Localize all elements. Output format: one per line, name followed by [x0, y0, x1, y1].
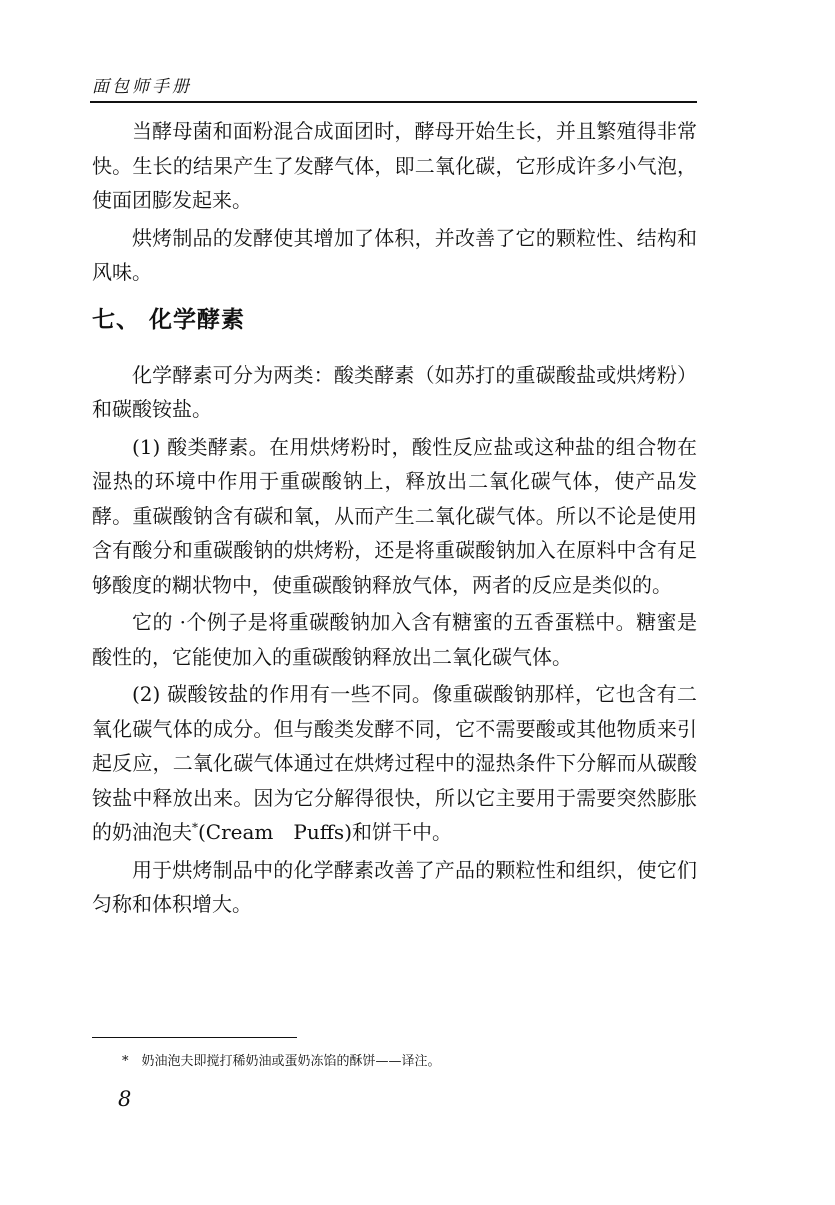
footnote-rule — [92, 1037, 297, 1038]
paragraph-ammonium-carbonate — [92, 677, 697, 850]
paragraph-ammonium-text-end: (Cream Puffs)和饼干中。 — [198, 820, 453, 844]
paragraph-chemical-leaveners: 化学酵素可分为两类：酸类酵素（如苏打的重碳酸盐或烘烤粉）和碳酸铵盐。 — [92, 362, 697, 421]
header-rule — [90, 101, 697, 103]
paragraph-acid-leaveners: (1) 酸类酵素。在用烘烤粉时，酸性反应盐或这种盐的组合物在湿热的环境中作用于重碳酸钠上，释放出二氧化碳气体，使产品发酵。重碳酸钠含有碳和氧，从而产生二氧化碳气体。所以不论是使用含有酸分和重碳酸钠的烘烤粉，还是将重碳酸钠加入在原料中含有足够酸度的糊状物中，使重碳酸钠释放气体，两者的反应是类似的。 — [92, 434, 697, 597]
running-head-title: 面包师手册 — [92, 77, 192, 97]
footnote: * 奶油泡夫即搅打稀奶油或蛋奶冻馅的酥饼——译注。 — [122, 1054, 441, 1069]
paragraph-conclusion: 用于烘烤制品中的化学酵素改善了产品的颗粒性和组织，使它们匀称和体积增大。 — [92, 857, 697, 916]
section-heading: 七、 化学酵素 — [92, 306, 246, 333]
paragraph-example: 它的 ·个例子是将重碳酸钠加入含有糖蜜的五香蛋糕中。糖蜜是酸性的，它能使加入的重碳酸钠释放出二氧化碳气体。 — [92, 610, 697, 669]
page-number: 8 — [118, 1087, 132, 1111]
footnote-reference-mark: * — [192, 820, 198, 835]
paragraph-fermentation: 当酵母菌和面粉混合成面团时，酵母开始生长，并且繁殖得非常快。生长的结果产生了发酵气体，即二氧化碳，它形成许多小气泡，使面团膨发起来。 — [92, 119, 697, 212]
page-body — [92, 114, 697, 925]
paragraph-ammonium-text: (2) 碳酸铵盐的作用有一些不同。像重碳酸钠那样，它也含有二氧化碳气体的成分。但与酸类发酵不同，它不需要酸或其他物质来引起反应，二氧化碳气体通过在烘烤过程中的湿热条件下分解而从碳酸铵盐中释放出来。因为它分解得很快，所以它主要用于需要突然膨胀的奶油泡夫 — [92, 682, 697, 844]
paragraph-fermentation-effect: 烘烤制品的发酵使其增加了体积，并改善了它的颗粒性、结构和风味。 — [92, 225, 697, 284]
